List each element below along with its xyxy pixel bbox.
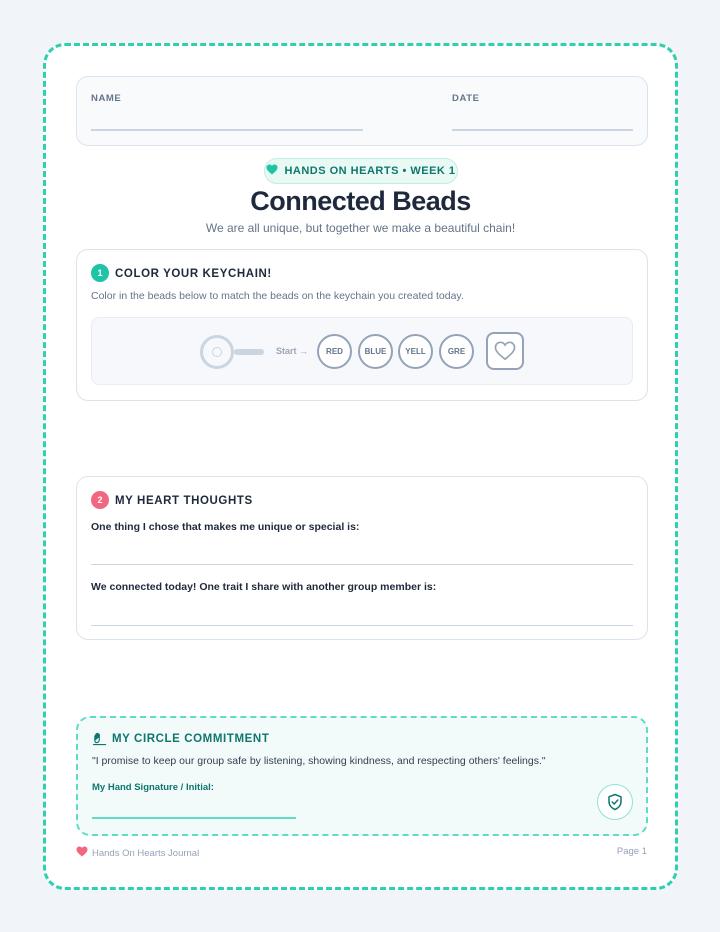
journal-name: Hands On Hearts Journal: [92, 847, 200, 859]
program-badge: [264, 158, 458, 184]
section-number: 2: [91, 491, 109, 509]
worksheet-page: [43, 43, 678, 890]
name-label: NAME: [91, 93, 122, 104]
section-color-keychain: [76, 249, 648, 401]
question-shared-trait: We connected today! One trait I share with another group member is:: [91, 581, 437, 593]
page-number: Page 1: [616, 846, 647, 857]
answer-line-unique[interactable]: [91, 564, 633, 565]
section-title: COLOR YOUR KEYCHAIN!: [115, 268, 272, 280]
start-label: Start →: [276, 346, 309, 356]
keychain-diagram: [91, 317, 633, 385]
page-subtitle: We are all unique, but together we make a beautiful chain!: [205, 221, 516, 235]
bead-green[interactable]: GRE: [439, 334, 474, 369]
commitment-pledge: "I promise to keep our group safe by listening, showing kindness, and respecting others' feelings.": [92, 755, 546, 767]
heart-icon: [266, 162, 278, 180]
bead-red[interactable]: RED: [317, 334, 352, 369]
bead-blue[interactable]: BLUE: [358, 334, 393, 369]
date-field[interactable]: [452, 129, 633, 131]
keychain-clasp: [234, 349, 264, 355]
program-badge-text: HANDS ON HEARTS • WEEK 1: [284, 165, 456, 177]
section-title: MY HEART THOUGHTS: [115, 495, 253, 507]
commitment-title: MY CIRCLE COMMITMENT: [112, 733, 270, 745]
shield-check-icon: [597, 784, 633, 820]
heart-charm[interactable]: [486, 332, 524, 370]
hand-icon: [92, 731, 107, 751]
question-unique: One thing I chose that makes me unique or special is:: [91, 521, 360, 533]
student-info-box: [76, 76, 648, 146]
section-number: 1: [91, 264, 109, 282]
page-title: Connected Beads: [250, 186, 471, 216]
section-heart-thoughts: [76, 476, 648, 640]
section-description: Color in the beads below to match the beads on the keychain you created today.: [91, 290, 464, 302]
answer-line-shared-trait[interactable]: [91, 625, 633, 626]
heart-icon: [76, 846, 88, 860]
heart-outline-icon: [494, 341, 516, 361]
keyring-icon: [200, 335, 234, 369]
footer-brand: [76, 846, 199, 860]
signature-label: My Hand Signature / Initial:: [92, 782, 214, 793]
bead-yellow[interactable]: YELL: [398, 334, 433, 369]
signature-field[interactable]: [92, 817, 296, 819]
date-label: DATE: [452, 93, 480, 104]
name-field[interactable]: [91, 129, 363, 131]
circle-commitment: [76, 716, 648, 836]
